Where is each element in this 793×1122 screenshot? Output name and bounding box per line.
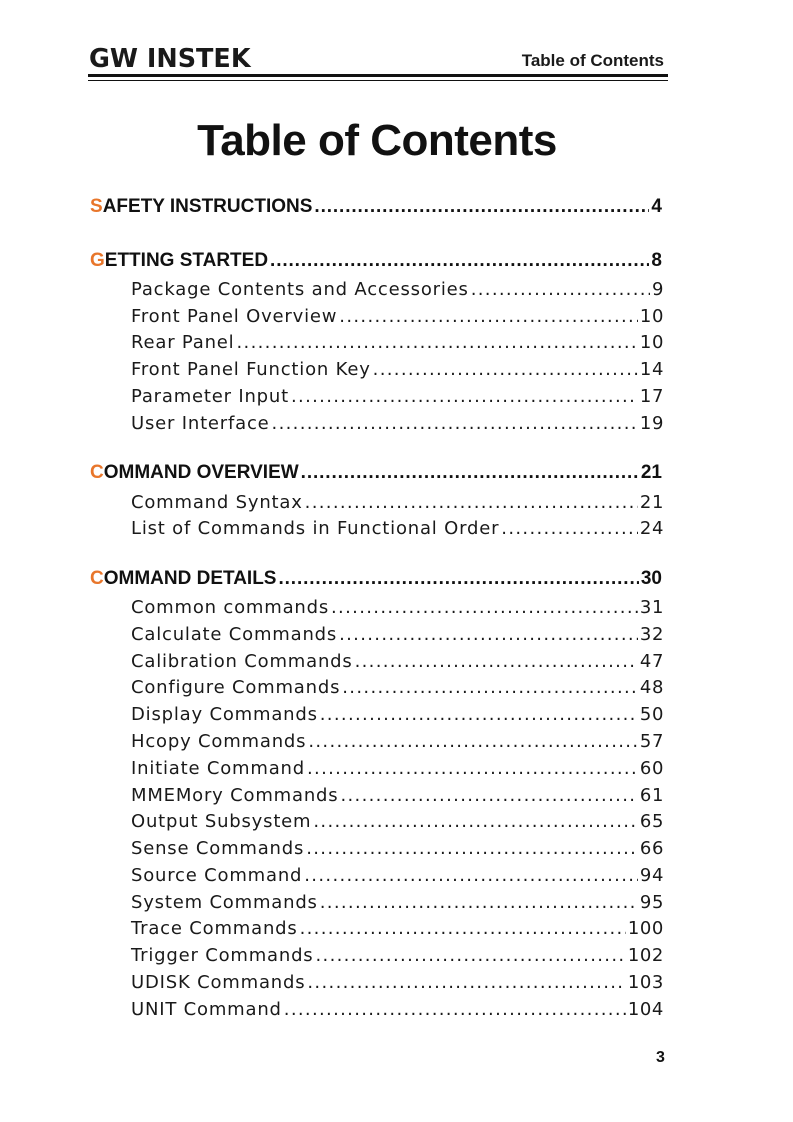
toc-entry-label: Common commands bbox=[131, 597, 330, 618]
toc-entry[interactable] bbox=[131, 492, 664, 513]
toc-entry[interactable] bbox=[131, 677, 664, 698]
toc-entry-label: Front Panel Overview bbox=[131, 306, 338, 327]
toc-entry-label: Hcopy Commands bbox=[131, 731, 307, 752]
toc-page-number: 17 bbox=[639, 386, 664, 407]
toc-leader-dots bbox=[278, 568, 638, 590]
toc-entry-label: Front Panel Function Key bbox=[131, 359, 371, 380]
toc-chapter-label: COMMAND DETAILS bbox=[90, 568, 277, 589]
toc-chapter-getting-started[interactable] bbox=[90, 250, 662, 272]
toc-page-number: 65 bbox=[639, 811, 664, 832]
toc-entry-label: User Interface bbox=[131, 413, 270, 434]
toc-leader-dots bbox=[355, 651, 638, 672]
toc-chapter-label: GETTING STARTED bbox=[90, 250, 269, 271]
toc-entry[interactable] bbox=[131, 306, 664, 327]
toc-leader-dots bbox=[471, 279, 650, 300]
toc-entry-label: Output Subsystem bbox=[131, 811, 312, 832]
toc-page-number: 14 bbox=[639, 359, 664, 380]
toc-entry-label: Display Commands bbox=[131, 704, 318, 725]
toc-chapter-label: COMMAND OVERVIEW bbox=[90, 462, 299, 483]
toc-page-number: 94 bbox=[639, 865, 664, 886]
toc-chapter-label: SAFETY INSTRUCTIONS bbox=[90, 196, 313, 217]
toc-entry-label: Calibration Commands bbox=[131, 651, 353, 672]
toc-entry-label: MMEMory Commands bbox=[131, 785, 339, 806]
toc-leader-dots bbox=[340, 785, 637, 806]
toc-entry-label: System Commands bbox=[131, 892, 318, 913]
toc-page-number: 21 bbox=[640, 462, 662, 483]
toc-leader-dots bbox=[301, 462, 639, 484]
toc-page-number: 60 bbox=[639, 758, 664, 779]
toc-entry[interactable] bbox=[131, 918, 664, 939]
toc-leader-dots bbox=[316, 945, 626, 966]
toc-leader-dots bbox=[284, 999, 626, 1020]
toc-chapter-command-details[interactable] bbox=[90, 568, 662, 590]
toc-entry-label: Parameter Input bbox=[131, 386, 289, 407]
toc-entry-label: List of Commands in Functional Order bbox=[131, 518, 500, 539]
toc-leader-dots bbox=[307, 972, 625, 993]
toc-entry-label: Source Command bbox=[131, 865, 303, 886]
toc-entry[interactable] bbox=[131, 332, 664, 353]
toc-leader-dots bbox=[313, 811, 638, 832]
toc-page-number: 10 bbox=[639, 306, 664, 327]
toc-leader-dots bbox=[236, 332, 637, 353]
toc-entry-label: Command Syntax bbox=[131, 492, 303, 513]
toc-page-number: 10 bbox=[639, 332, 664, 353]
toc-page-number: 21 bbox=[639, 492, 664, 513]
toc-page-number: 103 bbox=[627, 972, 664, 993]
toc-leader-dots bbox=[331, 597, 638, 618]
toc-entry[interactable] bbox=[131, 651, 664, 672]
toc-leader-dots bbox=[308, 731, 638, 752]
toc-page-number: 4 bbox=[651, 196, 662, 217]
toc-entry[interactable] bbox=[131, 785, 664, 806]
toc-page-number: 100 bbox=[627, 918, 664, 939]
toc-leader-dots bbox=[305, 492, 638, 513]
toc-page-number: 66 bbox=[639, 838, 664, 859]
toc-entry-label: UDISK Commands bbox=[131, 972, 306, 993]
footer-page-number: 3 bbox=[656, 1049, 665, 1066]
toc-leader-dots bbox=[320, 892, 638, 913]
toc-page-number: 95 bbox=[639, 892, 664, 913]
gw-instek-logo: GW INSTEK bbox=[89, 44, 251, 74]
toc-entry-label: Rear Panel bbox=[131, 332, 235, 353]
toc-leader-dots bbox=[314, 196, 649, 218]
toc-entry-label: Sense Commands bbox=[131, 838, 305, 859]
toc-entry[interactable] bbox=[131, 386, 664, 407]
toc-page-number: 57 bbox=[639, 731, 664, 752]
toc-entry-label: UNIT Command bbox=[131, 999, 282, 1020]
toc-entry[interactable] bbox=[131, 279, 664, 300]
toc-page-number: 24 bbox=[639, 518, 664, 539]
toc-leader-dots bbox=[339, 306, 638, 327]
toc-entry[interactable] bbox=[131, 624, 664, 645]
toc-page-number: 8 bbox=[651, 250, 662, 271]
toc-entry[interactable] bbox=[131, 413, 664, 434]
toc-entry-label: Trigger Commands bbox=[131, 945, 314, 966]
header-rule-thick bbox=[88, 74, 668, 77]
toc-page-number: 50 bbox=[639, 704, 664, 725]
toc-entry[interactable] bbox=[131, 704, 664, 725]
toc-chapter-safety-instructions[interactable] bbox=[90, 196, 662, 218]
toc-page-number: 30 bbox=[640, 568, 662, 589]
toc-entry[interactable] bbox=[131, 811, 664, 832]
toc-entry[interactable] bbox=[131, 999, 664, 1020]
toc-entry[interactable] bbox=[131, 838, 664, 859]
toc-chapter-command-overview[interactable] bbox=[90, 462, 662, 484]
toc-page-number: 61 bbox=[639, 785, 664, 806]
toc-leader-dots bbox=[272, 413, 638, 434]
toc-entry-label: Calculate Commands bbox=[131, 624, 338, 645]
toc-leader-dots bbox=[270, 250, 649, 272]
toc-page-number: 104 bbox=[627, 999, 664, 1020]
toc-leader-dots bbox=[501, 518, 638, 539]
toc-entry[interactable] bbox=[131, 892, 664, 913]
toc-entry-label: Package Contents and Accessories bbox=[131, 279, 469, 300]
header-section-title: Table of Contents bbox=[521, 51, 664, 70]
toc-page-number: 9 bbox=[651, 279, 664, 300]
toc-entry[interactable] bbox=[131, 731, 664, 752]
toc-page-number: 31 bbox=[639, 597, 664, 618]
toc-entry[interactable] bbox=[131, 518, 664, 539]
toc-leader-dots bbox=[320, 704, 638, 725]
page-title: Table of Contents bbox=[197, 116, 557, 165]
toc-entry-label: Trace Commands bbox=[131, 918, 298, 939]
toc-leader-dots bbox=[306, 838, 638, 859]
toc-leader-dots bbox=[373, 359, 638, 380]
toc-entry[interactable] bbox=[131, 865, 664, 886]
toc-page-number: 47 bbox=[639, 651, 664, 672]
toc-page-number: 19 bbox=[639, 413, 664, 434]
toc-page-number: 102 bbox=[627, 945, 664, 966]
toc-entry-label: Configure Commands bbox=[131, 677, 341, 698]
toc-entry-label: Initiate Command bbox=[131, 758, 305, 779]
toc-entry[interactable] bbox=[131, 758, 664, 779]
toc-page-number: 32 bbox=[639, 624, 664, 645]
toc-leader-dots bbox=[339, 624, 638, 645]
toc-entry[interactable] bbox=[131, 359, 664, 380]
toc-leader-dots bbox=[304, 865, 638, 886]
header-rule-thin bbox=[88, 80, 668, 81]
toc-entry[interactable] bbox=[131, 597, 664, 618]
toc-entry[interactable] bbox=[131, 945, 664, 966]
toc-leader-dots bbox=[307, 758, 638, 779]
toc-page-number: 48 bbox=[639, 677, 664, 698]
toc-entry[interactable] bbox=[131, 972, 664, 993]
toc-leader-dots bbox=[342, 677, 638, 698]
toc-leader-dots bbox=[291, 386, 638, 407]
toc-leader-dots bbox=[300, 918, 626, 939]
